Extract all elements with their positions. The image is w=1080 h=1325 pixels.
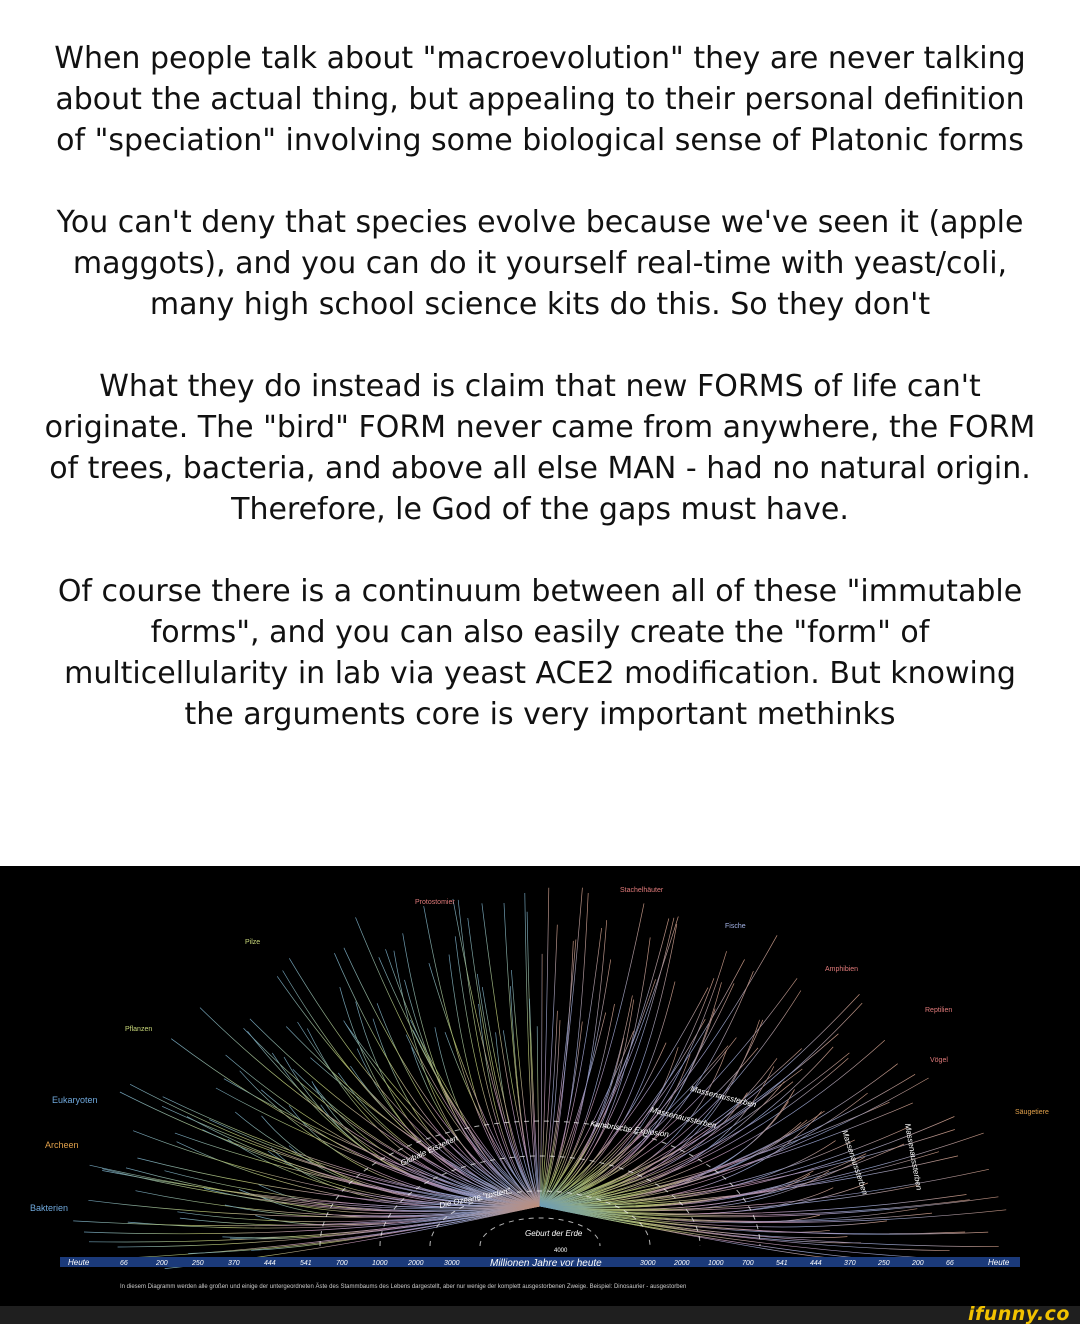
footer-bar <box>0 1306 1080 1324</box>
timeline-tick-right: 250 <box>878 1260 890 1267</box>
timeline-tick-left: 370 <box>228 1260 240 1267</box>
label-pilze: Pilze <box>245 939 261 946</box>
tree-branch <box>540 1120 807 1206</box>
label-massenaussterben-3: Massenaussterben <box>840 1128 870 1196</box>
tree-of-life-svg <box>0 866 1080 1306</box>
timeline-center-label: Millionen Jahre vor heute <box>490 1258 602 1269</box>
timeline-tick-right: 541 <box>776 1260 788 1267</box>
timeline-tick-left: 541 <box>300 1260 312 1267</box>
label-massenaussterben-2: Massenaussterben <box>649 1105 718 1131</box>
figure-caption: In diesem Diagramm werden alle großen und einige der untergeordneten Äste des Stammbaums des Lebens dargestellt, aber nur wenige der komplett ausgestorbenen Zweige. Beispiel: Dinosaurier - ausgestorben <box>120 1284 687 1290</box>
label-bakterien: Bakterien <box>30 1203 69 1213</box>
timeline-tick-left: 3000 <box>444 1260 460 1267</box>
label-archeen: Archeen <box>45 1140 79 1150</box>
label-protostomier: Protostomier <box>415 899 455 906</box>
paragraph-3: What they do instead is claim that new FORMS of life can't originate. The "bird" FORM never came from anywhere, the FORM of trees, bacteria, and above all else MAN - had no natural origin. Therefore, le God of the gaps must have. <box>44 369 1036 527</box>
timeline-tick-right: 1000 <box>708 1260 724 1267</box>
timeline-right-end: Heute <box>988 1258 1010 1267</box>
timeline-tick-left: 444 <box>264 1260 276 1267</box>
label-amphibien: Amphibien <box>825 966 859 973</box>
label-massenaussterben-1: Massenaussterben <box>689 1084 758 1110</box>
brand-logo: ifunny.co <box>967 1303 1070 1325</box>
tree-branch <box>540 978 714 1206</box>
tree-branch <box>540 954 542 1206</box>
label-massenaussterben-4: Massenaussterben <box>903 1122 924 1191</box>
label-stachelhaeuter: Stachelhäuter <box>620 887 664 894</box>
timeline-tick-right: 2000 <box>674 1260 690 1267</box>
timeline-tick-right: 66 <box>946 1260 954 1267</box>
paragraph-1: When people talk about "macroevolution" they are never talking about the actual thing, but appealing to their personal definition of "speciation" involving some biological sense of Platonic forms <box>54 41 1026 158</box>
tree-branch <box>540 988 708 1206</box>
timeline-tick-right: 200 <box>912 1260 924 1267</box>
post-text <box>40 38 1040 735</box>
timeline-tick-right: 370 <box>844 1260 856 1267</box>
label-voegel: Vögel <box>930 1057 948 1064</box>
tree-of-life-figure <box>0 866 1080 1306</box>
tree-branch <box>511 970 540 1206</box>
timeline-tick-left: 200 <box>156 1260 168 1267</box>
paragraph-4: Of course there is a continuum between all of these "immutable forms", and you can also easily create the "form" of multicellularity in lab via yeast ACE2 modification. But knowing the arguments core is very important methinks <box>57 574 1023 732</box>
tree-branch <box>540 1049 802 1207</box>
timeline-tick-right: 700 <box>742 1260 754 1267</box>
label-fische: Fische <box>725 923 746 930</box>
tree-branch <box>340 987 540 1206</box>
label-globale-eiszeiten: Globale Eiszeiten <box>399 1133 460 1168</box>
timeline-tick-left: 250 <box>192 1260 204 1267</box>
label-reptilien: Reptilien <box>925 1007 953 1014</box>
tree-branch <box>540 888 582 1206</box>
timeline-tick-left: 700 <box>336 1260 348 1267</box>
timeline-tick-left: 1000 <box>372 1260 388 1267</box>
label-saeugetiere: Säugetiere <box>1015 1109 1049 1116</box>
timeline-tick-left: 2000 <box>408 1260 424 1267</box>
label-geburt-der-erde: Geburt der Erde <box>525 1229 583 1238</box>
label-ozeane-rosten: Die Ozeane "rosten" <box>438 1186 512 1210</box>
timeline-left-end: Heute <box>68 1258 90 1267</box>
tree-branch <box>540 928 602 1206</box>
tree-branch <box>130 1084 540 1206</box>
label-eukaryoten: Eukaryoten <box>52 1095 98 1105</box>
tree-branch <box>540 919 669 1207</box>
label-center-year: 4000 <box>554 1248 568 1254</box>
paragraph-2: You can't deny that species evolve because we've seen it (apple maggots), and you can do it yourself real-time with yeast/coli, many high school science kits do this. So they don't <box>56 205 1024 322</box>
timeline-tick-left: 66 <box>120 1260 128 1267</box>
timeline-tick-right: 444 <box>810 1260 822 1267</box>
label-pflanzen: Pflanzen <box>125 1026 153 1033</box>
label-kambrische-explosion: Kambrische Explosion <box>589 1119 670 1139</box>
timeline-tick-right: 3000 <box>640 1260 656 1267</box>
